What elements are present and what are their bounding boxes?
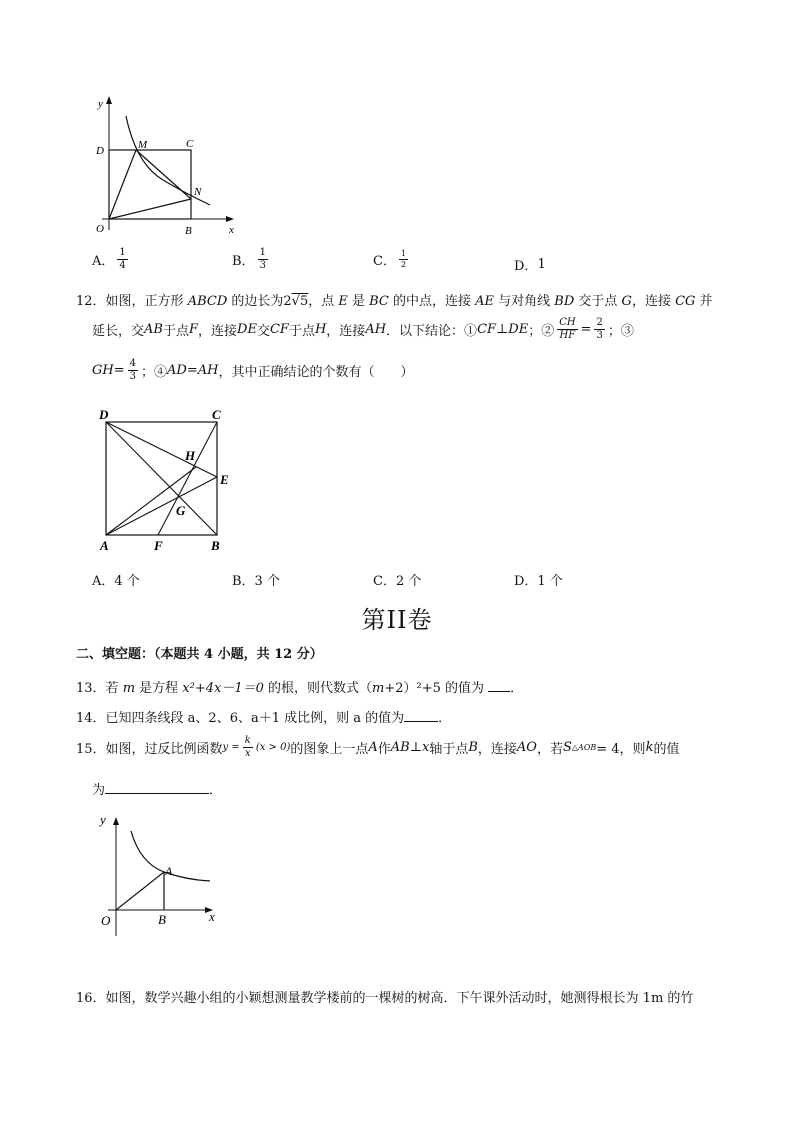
q11-option-a[interactable]: A． $\frac{1}{4}$ [92, 247, 126, 271]
q11-option-b[interactable]: B． $\frac{1}{3}$ [232, 247, 266, 271]
label-o: O [96, 223, 104, 235]
label-g: G [176, 503, 186, 518]
q11-figure [88, 92, 248, 242]
section-title: 第II卷 [361, 606, 433, 634]
label-m: M [138, 139, 148, 151]
q11-option-d[interactable]: D． 1 [514, 257, 546, 274]
label-b: B [158, 912, 166, 927]
label-c: C [212, 407, 221, 422]
x-axis-arrow [226, 216, 234, 222]
segment-cf [158, 422, 217, 535]
q13-text: 13．若 m 是方程 x²+4x－1＝0 的根，则代数式（m+2）²+5 的值为 ． [76, 681, 524, 696]
segment-ah [106, 467, 196, 535]
q14-answer-blank[interactable] [404, 721, 438, 722]
label-d: D [96, 145, 104, 157]
segment-on [109, 199, 191, 219]
q16-text: 16．如图，数学兴趣小组的小颖想测量教学楼前的一棵树的树高．下午课外活动时，她测得根长为 1m 的竹 [76, 991, 694, 1006]
q15-line-2: 为 ． [92, 783, 223, 798]
y-axis-arrow [106, 96, 112, 104]
q12-line-1: 12．如图，正方形 ABCD 的边长为2√5，点 E 是 BC 的中点，连接 AE 与对角线 BD 交于点 G，连接 CG 并 [76, 294, 713, 309]
label-f: F [154, 538, 163, 553]
label-o: O [101, 913, 111, 928]
q12-line-3: GH = $\frac{4}{3}$ ；④ AD=AH ，其中正确结论的个数有（ ） [92, 358, 414, 382]
q12-option-c[interactable]: C．2 个 [373, 574, 422, 589]
label-a: A [100, 538, 109, 553]
label-h: H [185, 448, 196, 463]
segment-de [106, 422, 217, 477]
segment-mn [136, 150, 191, 199]
q12-option-d[interactable]: D．1 个 [514, 574, 563, 589]
label-n: N [194, 186, 202, 198]
q15-figure [92, 808, 226, 943]
label-b: B [185, 225, 192, 237]
q14-text: 14．已知四条线段 a、2、6、a＋1 成比例，则 a 的值为 ． [76, 711, 452, 726]
q11-option-c[interactable]: C． $\frac{1}{2}$ [373, 249, 407, 269]
segment-ae [106, 477, 217, 535]
section2-header: 二、填空题：（本题共 4 小题，共 12 分） [76, 647, 323, 662]
segment-om [109, 150, 136, 219]
q12-figure [92, 402, 242, 558]
segment-ao [116, 872, 164, 910]
q12-option-a[interactable]: A．4 个 [92, 574, 140, 589]
y-axis-arrow [113, 817, 119, 825]
diagonal-bd [106, 422, 217, 535]
label-d: D [99, 407, 109, 422]
q13-answer-blank[interactable] [488, 691, 510, 692]
label-x: x [229, 224, 234, 236]
label-y: y [98, 98, 103, 110]
q12-line-2: 延长，交 AB 于点 F ，连接 DE 交 CF 于点 H ，连接 AH ．以下结论：① CF ⊥ DE ；② $\frac{CH}{HF}$ = $\frac{2}{3}$ ；③ [92, 317, 634, 341]
q15-line-1: 15．如图，过反比例函数 y = $\frac{k}{x}$ (x > 0) 的图象上一点 A 作 AB ⊥ x 轴于点 B ，连接 AO ，若 S △AOB = 4，则 k 的值 [76, 735, 680, 759]
label-a: A [165, 864, 173, 878]
q12-option-b[interactable]: B．3 个 [232, 574, 280, 589]
label-b: B [211, 538, 220, 553]
label-e: E [220, 472, 229, 487]
label-x: x [209, 909, 215, 924]
label-y: y [100, 812, 106, 827]
q15-answer-blank[interactable] [105, 793, 209, 794]
label-c: C [186, 138, 194, 150]
